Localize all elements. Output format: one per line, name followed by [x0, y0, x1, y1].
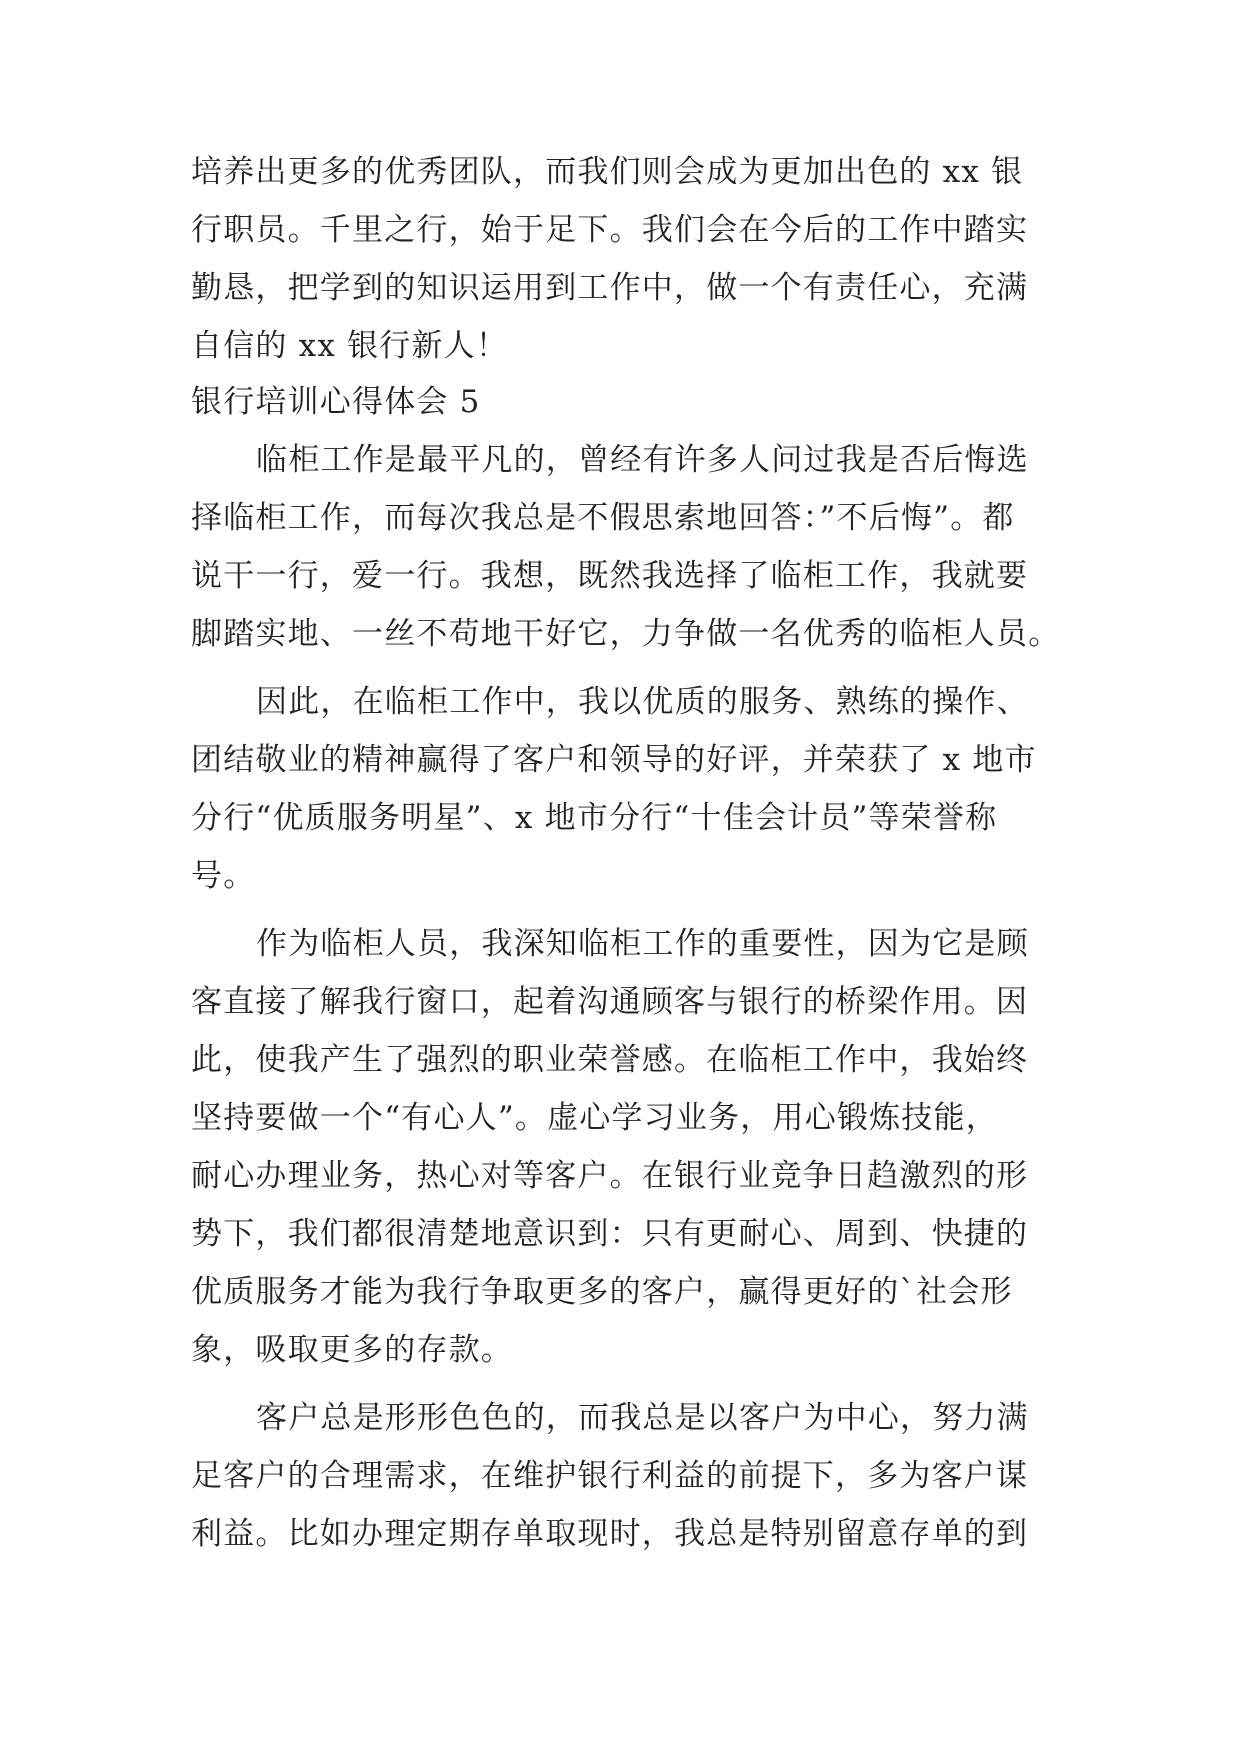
paragraph-line: 择临柜工作，而每次我总是不假思索地回答：”不后悔”。都	[191, 500, 1015, 536]
paragraph-line: 勤恳，把学到的知识运用到工作中，做一个有责任心，充满	[191, 270, 1029, 306]
paragraph-line: 号。	[191, 858, 256, 894]
paragraph-line: 客户总是形形色色的，而我总是以客户为中心，努力满	[256, 1400, 1029, 1436]
section-heading: 银行培训心得体会 5	[191, 384, 481, 420]
paragraph-line: 耐心办理业务，热心对等客户。在银行业竞争日趋激烈的形	[191, 1158, 1029, 1194]
paragraph-line: 说干一行，爱一行。我想，既然我选择了临柜工作，我就要	[191, 558, 1029, 594]
paragraph-line: 作为临柜人员，我深知临柜工作的重要性，因为它是顾	[256, 926, 1029, 962]
paragraph-line: 因此，在临柜工作中，我以优质的服务、熟练的操作、	[256, 684, 1029, 720]
paragraph-line: 此，使我产生了强烈的职业荣誉感。在临柜工作中，我始终	[191, 1042, 1029, 1078]
paragraph-line: 足客户的合理需求，在维护银行利益的前提下，多为客户谋	[191, 1458, 1029, 1494]
paragraph-line: 象，吸取更多的存款。	[191, 1332, 513, 1368]
paragraph-line: 团结敬业的精神赢得了客户和领导的好评，并荣获了 x 地市	[191, 742, 1037, 778]
paragraph-line: 分行“优质服务明星”、x 地市分行“十佳会计员”等荣誉称	[191, 800, 998, 836]
paragraph-line: 临柜工作是最平凡的，曾经有许多人问过我是否后悔选	[256, 442, 1029, 478]
paragraph-line: 培养出更多的优秀团队，而我们则会成为更加出色的 xx 银	[191, 154, 1024, 190]
paragraph-line: 行职员。千里之行，始于足下。我们会在今后的工作中踏实	[191, 212, 1029, 248]
paragraph-line: 客直接了解我行窗口，起着沟通顾客与银行的桥梁作用。因	[191, 984, 1029, 1020]
paragraph-line: 脚踏实地、一丝不苟地干好它，力争做一名优秀的临柜人员。	[191, 616, 1061, 652]
paragraph-line: 优质服务才能为我行争取更多的客户，赢得更好的`社会形	[191, 1274, 1013, 1310]
paragraph-line: 势下，我们都很清楚地意识到：只有更耐心、周到、快捷的	[191, 1216, 1029, 1252]
paragraph-line: 利益。比如办理定期存单取现时，我总是特别留意存单的到	[191, 1516, 1029, 1552]
paragraph-line: 自信的 xx 银行新人！	[191, 328, 509, 364]
paragraph-line: 坚持要做一个“有心人”。虚心学习业务，用心锻炼技能，	[191, 1100, 998, 1136]
